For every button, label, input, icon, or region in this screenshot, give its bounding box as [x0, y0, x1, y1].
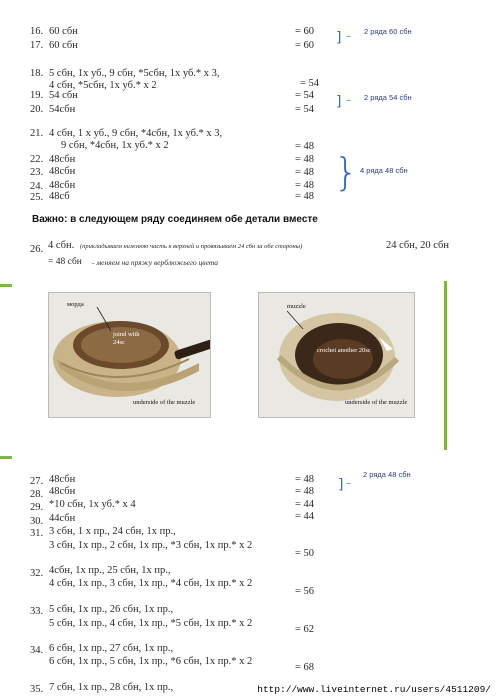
row-34-line1: 6 сбн, 1х пр., 27 сбн, 1х пр.,: [49, 643, 174, 654]
row-18-line2: 4 сбн, *5сбн, 1х уб.* х 2: [49, 80, 157, 91]
row-29-total: = 44: [295, 499, 315, 510]
row-28-number: 28.: [30, 489, 44, 500]
row-35-number: 35.: [30, 684, 44, 695]
row-33-number: 33.: [30, 606, 44, 617]
bracket-icon: ]: [336, 94, 342, 110]
row-34-line2: 6 сбн, 1х пр., 5 сбн, 1х пр., *6 сбн, 1х пр.* х 2: [49, 656, 253, 667]
photo-muzzle-joined: [48, 292, 211, 418]
row-21-line2: 9 сбн, *4сбн, 1х уб.* х 2: [61, 140, 169, 151]
row-28-total: = 48: [295, 486, 315, 497]
row-19-number: 19.: [30, 90, 44, 101]
photo2-label-underside: underside of the muzzle: [345, 399, 408, 406]
row-21-number: 21.: [30, 128, 44, 139]
row-32-total: = 56: [295, 586, 315, 597]
row-22-number: 22.: [30, 154, 44, 165]
row-33-line1: 5 сбн, 1х пр., 26 сбн, 1х пр.,: [49, 604, 174, 615]
row-25-text: 48сб: [49, 191, 70, 202]
dash-icon: –: [346, 95, 351, 106]
photo-muzzle-crochet-another: [258, 292, 415, 418]
row-26-yarn-note: - меняем на пряжу верблюжьего цвета: [92, 258, 219, 267]
row-24-number: 24.: [30, 181, 44, 192]
green-side-bar: [444, 281, 447, 450]
row-24-text: 48сбн: [49, 180, 76, 191]
row-32-line1: 4сбн, 1х пр., 25 сбн, 1х пр.,: [49, 565, 171, 576]
row-29-number: 29.: [30, 502, 44, 513]
row-17-total: = 60: [295, 40, 315, 51]
note-54: 2 ряда 54 сбн: [364, 93, 412, 102]
row-22-total: = 48: [295, 154, 315, 165]
row-26-remark: (прикладываем нижнюю часть к верхней и провязываем 24 сбн за обе стороны): [80, 243, 303, 250]
green-rule: [0, 456, 12, 459]
row-16-total: = 60: [295, 26, 315, 37]
dash-icon: –: [346, 31, 351, 42]
bracket-icon: ]: [336, 30, 342, 46]
row-22-text: 48сбн: [49, 154, 76, 165]
photo1-label-underside: underside of the muzzle: [133, 399, 196, 406]
bracket-icon: ]: [338, 477, 344, 493]
row-21-line1: 4 сбн, 1 х уб., 9 сбн, *4сбн, 1х уб.* х 3,: [49, 128, 223, 139]
row-18-line1: 5 сбн, 1х уб., 9 сбн, *5сбн, 1х уб.* х 3,: [49, 68, 220, 79]
row-23-total: = 48: [295, 167, 315, 178]
photo1-label-joined: joind with 24sc: [113, 331, 140, 346]
row-27-total: = 48: [295, 474, 315, 485]
row-23-number: 23.: [30, 167, 44, 178]
row-25-number: 25.: [30, 192, 44, 203]
row-26-lead: 4 сбн.: [48, 240, 75, 251]
watermark-url[interactable]: http://www.liveinternet.ru/users/4511209/: [257, 684, 491, 695]
row-18-number: 18.: [30, 68, 44, 79]
row-29-text: *10 сбн, 1х уб.* х 4: [49, 499, 136, 510]
row-19-text: 54 сбн: [49, 90, 78, 101]
row-20-total: = 54: [295, 104, 315, 115]
row-34-number: 34.: [30, 645, 44, 656]
row-31-line2: 3 сбн, 1х пр., 2 сбн, 1х пр., *3 сбн, 1х пр.* х 2: [49, 540, 253, 551]
row-32-line2: 4 сбн, 1х пр., 3 сбн, 1х пр., *4 сбн, 1х пр.* х 2: [49, 578, 253, 589]
row-31-line1: 3 сбн, 1 х пр., 24 сбн, 1х пр.,: [49, 526, 176, 537]
row-21-total: = 48: [295, 141, 315, 152]
row-27-text: 48сбн: [49, 474, 76, 485]
row-34-total: = 68: [295, 662, 315, 673]
row-24-total: = 48: [295, 180, 315, 191]
row-17-number: 17.: [30, 40, 44, 51]
row-31-total: = 50: [295, 548, 315, 559]
row-35-line1: 7 сбн, 1х пр., 28 сбн, 1х пр.,: [49, 682, 174, 693]
important-note: Важно: в следующем ряду соединяем обе детали вместе: [32, 214, 318, 225]
row-20-text: 54сбн: [49, 104, 76, 115]
note-60: 2 ряда 60 сбн: [364, 27, 412, 36]
row-30-total: = 44: [295, 511, 315, 522]
row-33-total: = 62: [295, 624, 315, 635]
row-27-number: 27.: [30, 476, 44, 487]
row-28-text: 48сбн: [49, 486, 76, 497]
row-18-total: = 54: [300, 78, 320, 89]
row-16-text: 60 сбн: [49, 26, 78, 37]
photo1-label-muzzle: морда: [67, 301, 84, 308]
dash-icon: –: [346, 478, 351, 489]
row-32-number: 32.: [30, 568, 44, 579]
row-26-tail: 24 сбн, 20 сбн: [386, 240, 449, 251]
row-31-number: 31.: [30, 528, 44, 539]
green-rule: [0, 284, 12, 287]
row-30-number: 30.: [30, 516, 44, 527]
curly-brace-icon: }: [334, 150, 359, 194]
row-26-total: = 48 сбн: [48, 257, 82, 267]
row-33-line2: 5 сбн, 1х пр., 4 сбн, 1х пр., *5 сбн, 1х пр.* х 2: [49, 618, 253, 629]
row-19-total: = 54: [295, 90, 315, 101]
row-30-text: 44сбн: [49, 513, 76, 524]
photo2-label-crochet: crochet another 20sc: [317, 347, 371, 354]
note-48-b: 2 ряда 48 сбн: [363, 470, 411, 479]
row-17-text: 60 сбн: [49, 40, 78, 51]
row-25-total: = 48: [295, 191, 315, 202]
photo2-label-muzzle: muzzle: [287, 303, 306, 310]
note-48: 4 ряда 48 сбн: [360, 166, 408, 175]
row-26-number: 26.: [30, 244, 44, 255]
row-20-number: 20.: [30, 104, 44, 115]
row-23-text: 48сбн: [49, 166, 76, 177]
row-16-number: 16.: [30, 26, 44, 37]
